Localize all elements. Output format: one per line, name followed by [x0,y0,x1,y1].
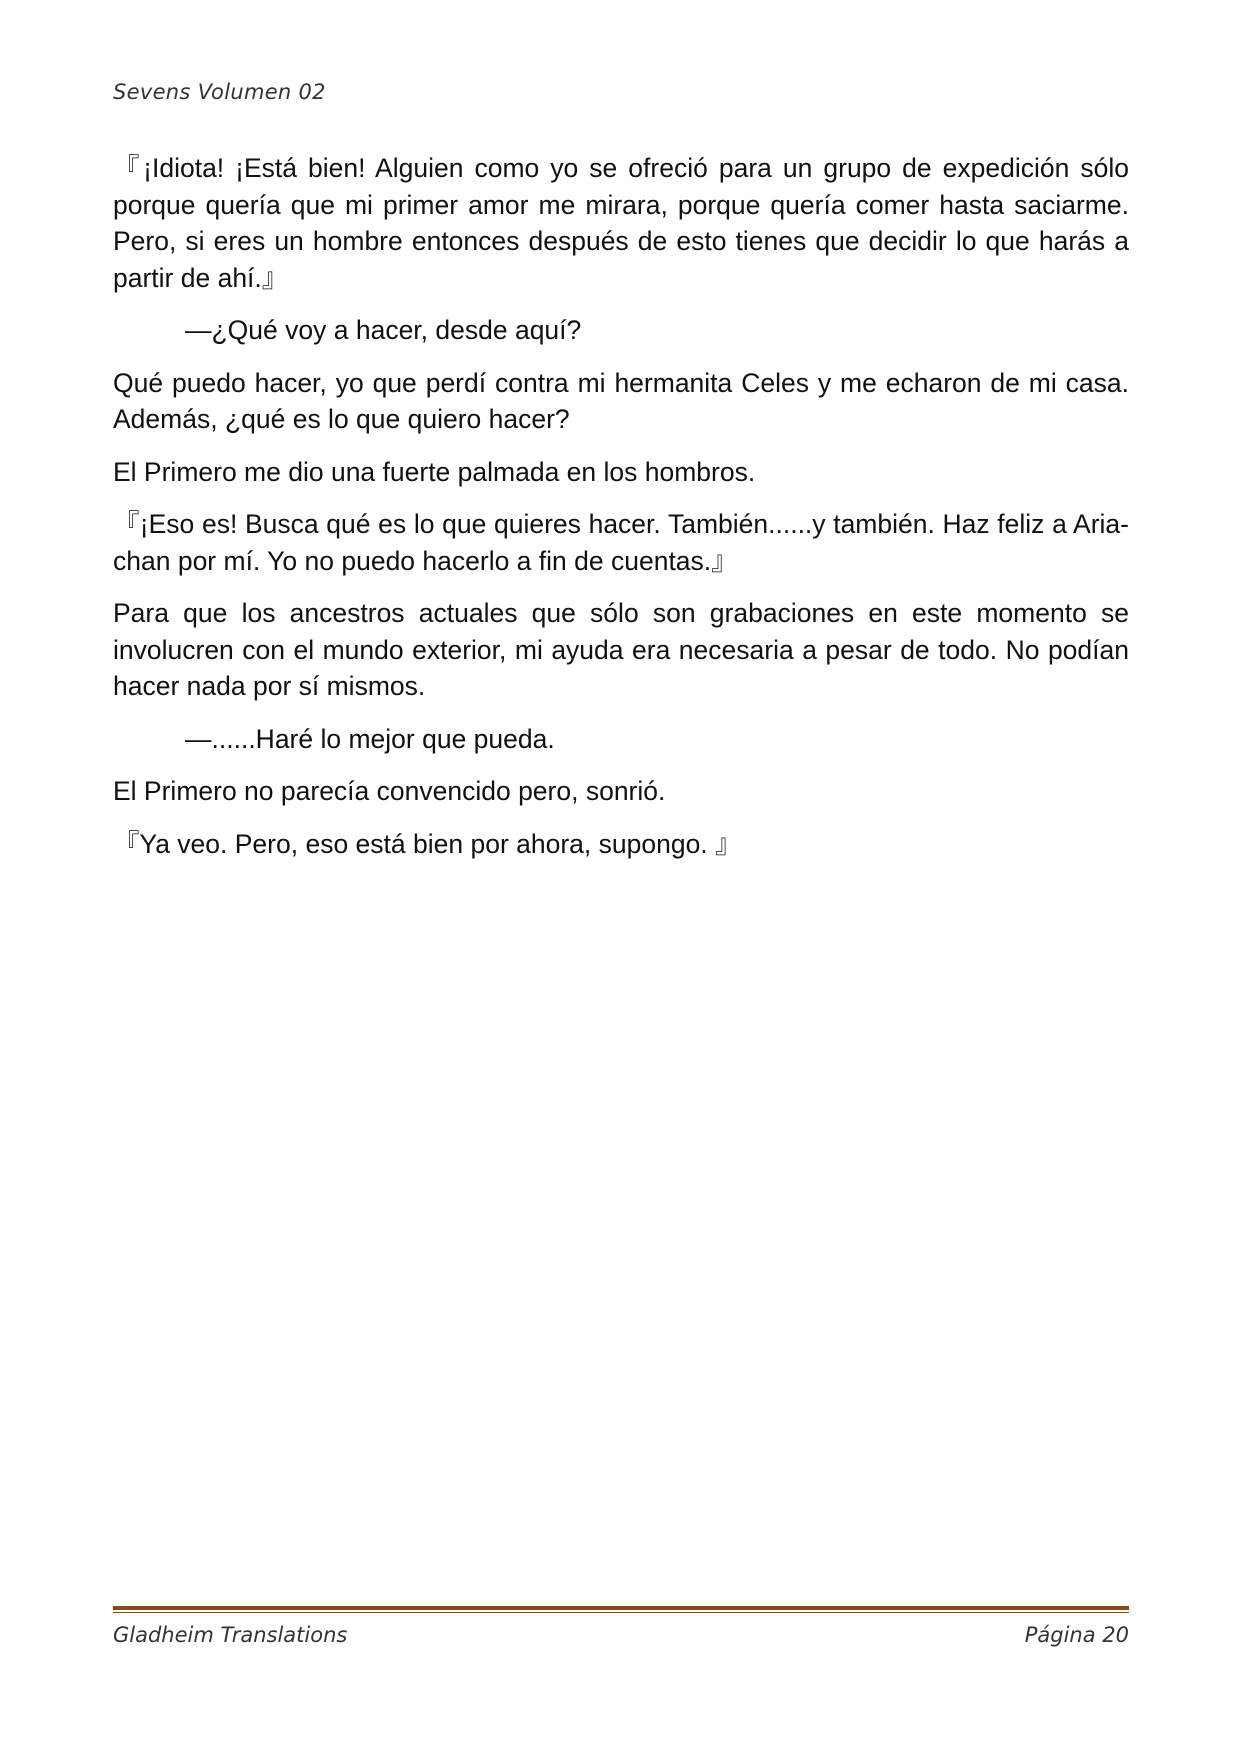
paragraph-dialogue-second: 『¡Eso es! Busca qué es lo que quieres hacer. También......y también. Haz feliz a Aria-chan por mí. Yo no puedo hacerlo a fin de cuentas.』 [113,509,1129,576]
footer-page-number: Página 20 [1024,1623,1129,1647]
footer-publisher: Gladheim Translations [113,1623,348,1647]
page-body [113,150,1129,878]
paragraph-narration-1: Qué puedo hacer, yo que perdí contra mi hermanita Celes y me echaron de mi casa. Además, ¿qué es lo que quiero hacer? [113,367,1129,434]
paragraph-dialogue-first: 『¡Idiota! ¡Está bien! Alguien como yo se ofreció para un grupo de expedición sólo porque quería que mi primer amor me mirara, porque quería comer hasta saciarme. Pero, si eres un hombre entonces después de esto tienes que decidir lo que harás a partir de ahí.』 [113,153,1129,293]
paragraph-dialogue-third: 『Ya veo. Pero, eso está bien por ahora, supongo. 』 [113,828,742,859]
paragraph-narration-4: El Primero no parecía convencido pero, sonrió. [113,776,666,806]
footer-divider-thin [113,1612,1129,1613]
paragraph-narration-3: Para que los ancestros actuales que sólo son grabaciones en este momento se involucren con el mundo exterior, mi ayuda era necesaria a pesar de todo. No podían hacer nada por sí mismos. [113,598,1129,701]
running-header: Sevens Volumen 02 [113,80,326,104]
paragraph-narration-2: El Primero me dio una fuerte palmada en los hombros. [113,456,756,487]
paragraph-thought-1: —¿Qué voy a hacer, desde aquí? [185,315,582,345]
footer-divider [113,1606,1129,1610]
paragraph-thought-2: —......Haré lo mejor que pueda. [185,723,555,754]
